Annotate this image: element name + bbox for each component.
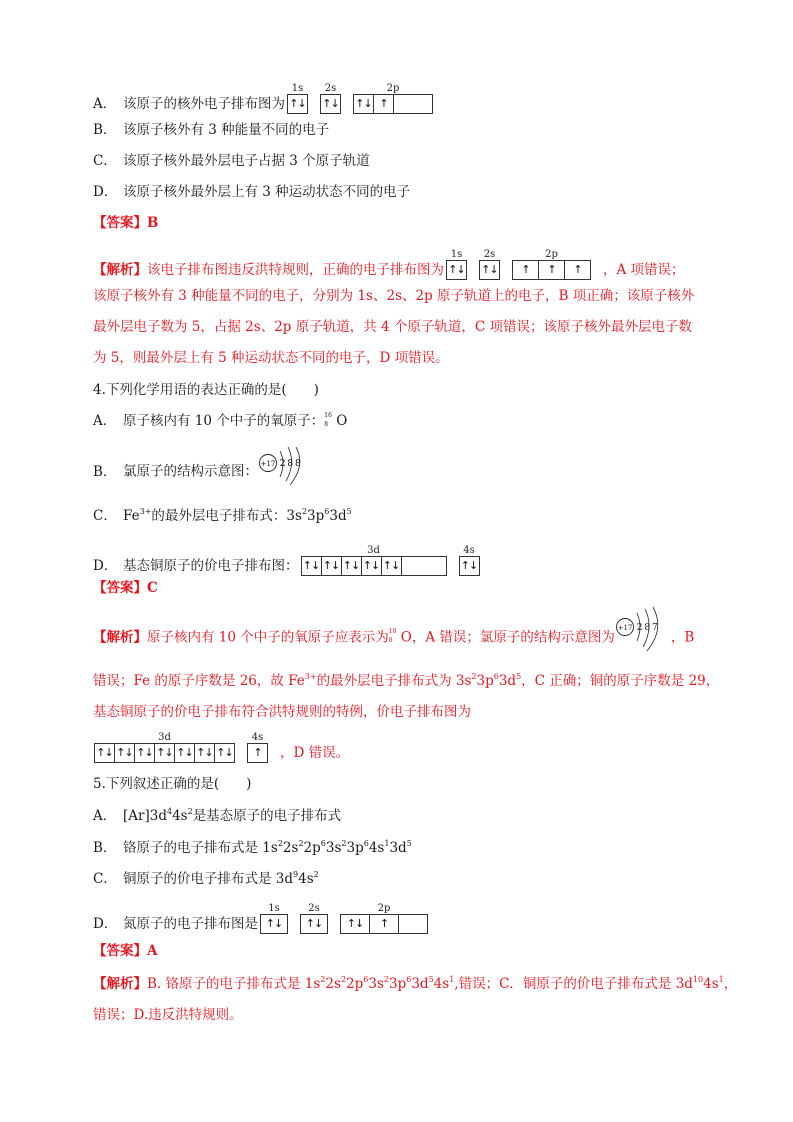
q4-option-a: A． 原子核内有 10 个中子的氧原子： 16 8 O [93,411,348,429]
q5-analysis-line1: 【解析】B. 铬原子的电子排布式是 $1s^22s^22p^63s^23p^63d^54s^1$,错误；C．铜原子的价电子排布式是 $3d^{10}4s^1$， [93,975,738,992]
orbital-diagram-n-wrong: 1s ↑↓ 2s ↑↓ 2p ↑↓ ↑ [260,904,440,934]
q3-analysis-line2: 该原子核外有 3 种能量不同的电子，分别为 1s、2s、2p 原子轨道上的电子，B 项正确；该原子核外 [93,288,695,304]
q3-option-b: B． 该原子核外有 3 种能量不同的电子 [93,122,330,138]
orbital-diagram-cu-correct: 3d ↑↓ ↑↓ ↑↓ ↑↓ ↑↓ ↑↓ ↑↓ 4s ↑ [94,733,280,763]
svg-text:+17: +17 [617,624,633,632]
chlorine-structure-diagram [258,447,310,487]
q5-analysis-line2: 错误；D.违反洪特规则。 [93,1007,243,1023]
q3-answer: 【答案】B [93,215,159,231]
q5-option-a: A． $[Ar]3d^44s^2$是基态原子的电子排布式 [93,807,342,824]
q5-answer: 【答案】A [93,943,158,959]
q5-option-b: B． 铬原子的电子排布式是 $1s^22s^22p^63s^23p^64s^13d^5$ [93,839,412,856]
q4-analysis-line2: 错误；Fe 的原子序数是 26，故 $Fe^{3+}$的最外层电子排布式为 $3s^23p^63d^5$，C 正确；铜的原子序数是 29， [93,672,720,689]
q4-stem: 4.下列化学用语的表达正确的是( ) [93,382,319,398]
orbital-diagram-cu-wrong: 3d ↑↓ ↑↓ ↑↓ ↑↓ ↑↓ 4s ↑↓ [301,546,492,576]
q4-option-c: C． $Fe^{3+}$的最外层电子排布式：$3s^23p^63d^5$ [93,507,352,524]
svg-text:2 8 8: 2 8 8 [279,459,301,469]
q3-option-a: A． 该原子的核外电子排布图为 1s ↑↓ 2s ↑↓ 2p ↑↓ ↑ [93,84,445,114]
oxygen-nuclide: 16 8 [324,411,332,428]
q4-option-d: D． 基态铜原子的价电子排布图： 3d ↑↓ ↑↓ ↑↓ ↑↓ ↑↓ 4s ↑↓ [93,546,492,576]
orbital-diagram-q3-correct: 1s ↑↓ 2s ↑↓ 2p ↑ ↑ ↑ [446,250,603,280]
svg-text:+17: +17 [260,460,276,468]
q4-analysis-line4: 3d ↑↓ ↑↓ ↑↓ ↑↓ ↑↓ ↑↓ ↑↓ 4s ↑ ，D 错误。 [94,733,349,763]
q4-answer: 【答案】C [93,580,158,596]
q3-analysis-line1: 【解析】该电子排布图违反洪特规则，正确的电子排布图为 1s ↑↓ 2s ↑↓ 2p ↑ ↑ ↑ ，A 项错误； [93,249,685,278]
q5-option-d: D． 氮原子的电子排布图是 1s ↑↓ 2s ↑↓ 2p ↑↓ ↑ [93,904,440,934]
q5-option-c: C． 铜原子的价电子排布式是 $3d^94s^2$ [93,870,319,887]
q4-analysis-line1: 【解析】原子核内有 10 个中子的氧原子应表示为 18 8 O，A 错误；氯原子的结构示意图为 +17 2 8 7 ，B [93,623,694,653]
q3-analysis-line3: 最外层电子数为 5，占据 2s、2p 原子轨道，共 4 个原子轨道，C 项错误；该原子核外最外层电子数 [93,319,693,335]
q4-option-b: B． 氯原子的结构示意图： +17 2 8 8 [93,457,310,487]
q5-stem: 5.下列叙述正确的是( ) [93,776,252,792]
svg-text:2 8 7: 2 8 7 [636,623,658,633]
chlorine-structure-diagram-correct [615,605,671,653]
orbital-diagram-q3a: 1s ↑↓ 2s ↑↓ 2p ↑↓ ↑ [287,84,445,114]
oxygen-18-nuclide: 18 8 [388,628,397,644]
q4-analysis-line3: 基态铜原子的价电子排布符合洪特规则的特例，价电子排布图为 [93,704,471,720]
q3-analysis-line4: 为 5，则最外层上有 5 种运动状态不同的电子，D 项错误。 [93,350,449,366]
q3-option-d: D． 该原子核外最外层上有 3 种运动状态不同的电子 [93,184,411,200]
q3-option-c: C． 该原子核外最外层电子占据 3 个原子轨道 [93,153,370,169]
